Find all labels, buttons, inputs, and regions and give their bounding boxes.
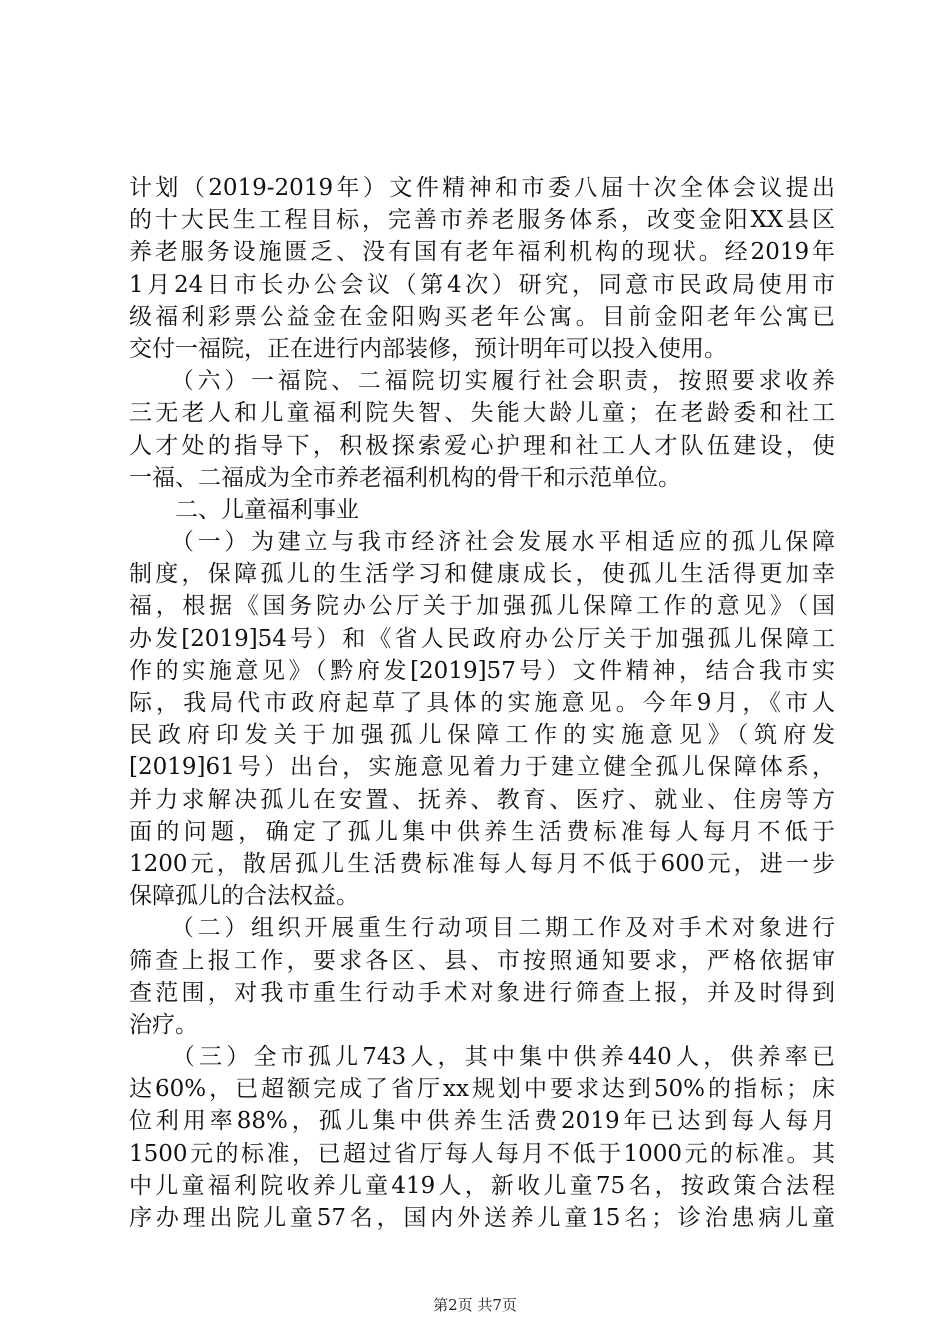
text-line: 三无老人和儿童福利院失智、失能大龄儿童；在老龄委和社工 [129, 400, 835, 427]
section-heading: 二、儿童福利事业 [129, 496, 359, 523]
text-line: 作的实施意见》（黔府发[2019]57号）文件精神，结合我市实 [129, 657, 835, 684]
text-line: 筛查上报工作，要求各区、县、市按照通知要求，严格依据审 [129, 947, 835, 974]
text-line: （一）为建立与我市经济社会发展水平相适应的孤儿保障 [129, 529, 835, 556]
text-line: 1月24日市长办公会议（第4次）研究，同意市民政局使用市 [129, 271, 835, 298]
text-line: 查范围，对我市重生行动手术对象进行筛查上报，并及时得到 [129, 979, 835, 1006]
text-line: （二）组织开展重生行动项目二期工作及对手术对象进行 [129, 915, 835, 942]
text-line: 并力求解决孤儿在安置、抚养、教育、医疗、就业、住房等方 [129, 786, 835, 813]
text-line: 计划（2019-2019年）文件精神和市委八届十次全体会议提出 [129, 175, 835, 201]
text-line: 保障孤儿的合法权益。 [129, 883, 359, 910]
text-line: 中儿童福利院收养儿童419人，新收儿童75名，按政策合法程 [129, 1172, 835, 1199]
text-line: 1500元的标准，已超过省厅每人每月不低于1000元的标准。其 [129, 1140, 835, 1167]
text-line: 达60%，已超额完成了省厅xx规划中要求达到50%的指标；床 [129, 1076, 835, 1103]
text-line: 际，我局代市政府起草了具体的实施意见。今年9月，《市人 [129, 690, 835, 716]
text-line: 级福利彩票公益金在金阳购买老年公寓。目前金阳老年公寓已 [129, 303, 835, 330]
text-line: 民政府印发关于加强孤儿保障工作的实施意见》（筑府发 [129, 722, 835, 749]
text-line: 一福、二福成为全市养老福利机构的骨干和示范单位。 [129, 464, 681, 491]
text-line: 福，根据《国务院办公厅关于加强孤儿保障工作的意见》（国 [129, 593, 835, 620]
page-number-footer: 第2页 共7页 [433, 1296, 517, 1314]
text-line: 交付一福院，正在进行内部装修，预计明年可以投入使用。 [129, 335, 727, 362]
text-line: 治疗。 [129, 1011, 198, 1038]
text-line: 的十大民生工程目标，完善市养老服务体系，改变金阳XX县区 [129, 207, 835, 234]
text-line: 办发[2019]54号）和《省人民政府办公厅关于加强孤儿保障工 [129, 625, 835, 652]
text-line: [2019]61号）出台，实施意见着力于建立健全孤儿保障体系， [129, 754, 835, 781]
text-line: 1200元，散居孤儿生活费标准每人每月不低于600元，进一步 [129, 850, 835, 877]
text-line: （三）全市孤儿743人，其中集中供养440人，供养率已 [129, 1044, 835, 1071]
text-line: （六）一福院、二福院切实履行社会职责，按照要求收养 [129, 368, 835, 395]
text-line: 人才处的指导下，积极探索爱心护理和社工人才队伍建设，使 [129, 432, 835, 459]
text-line: 面的问题，确定了孤儿集中供养生活费标准每人每月不低于 [129, 818, 835, 845]
text-line: 养老服务设施匮乏、没有国有老年福利机构的现状。经2019年 [129, 239, 835, 266]
document-body [129, 172, 835, 1234]
text-line: 位利用率88%，孤儿集中供养生活费2019年已达到每人每月 [129, 1108, 835, 1135]
text-line: 制度，保障孤儿的生活学习和健康成长，使孤儿生活得更加幸 [129, 561, 835, 588]
text-line: 序办理出院儿童57名，国内外送养儿童15名；诊治患病儿童 [129, 1205, 835, 1231]
